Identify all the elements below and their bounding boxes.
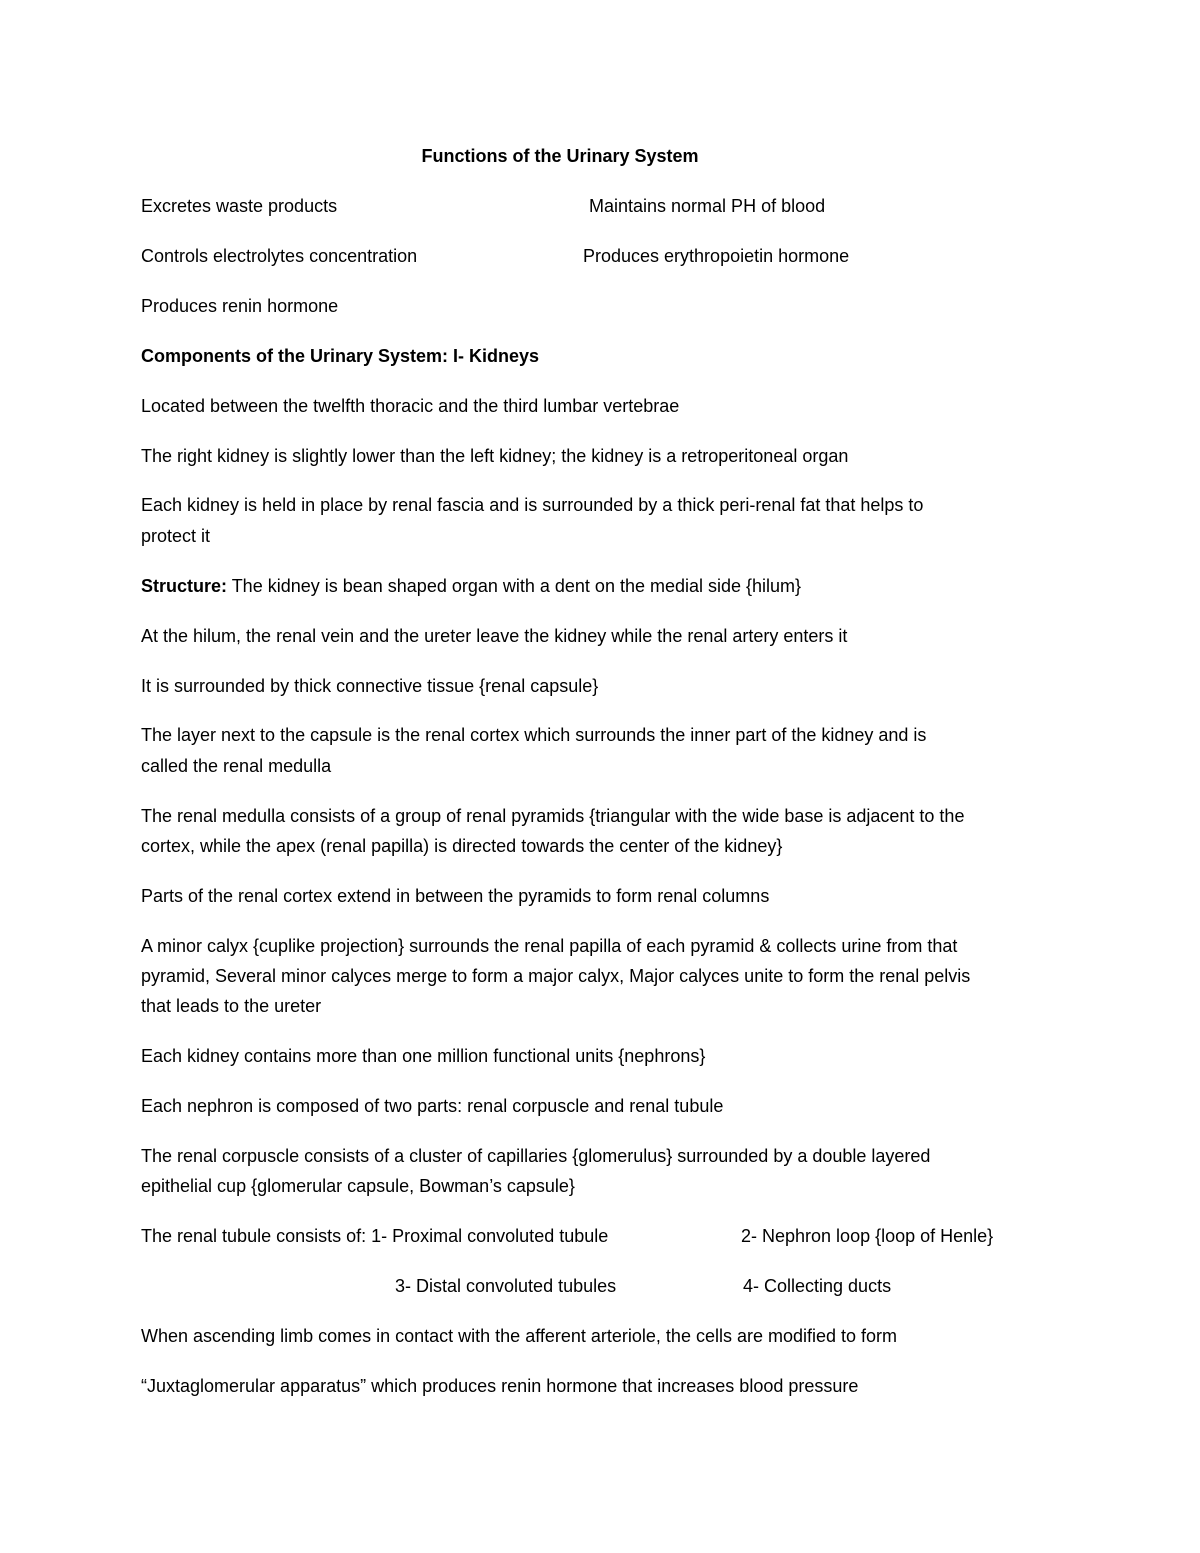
paragraph-line: Each kidney is held in place by renal fascia and is surrounded by a thick peri-renal fat that helps to	[141, 495, 924, 515]
structure-label: Structure:	[141, 576, 228, 596]
paragraph: Each kidney contains more than one million functional units {nephrons}	[141, 1046, 706, 1066]
paragraph-line: cortex, while the apex (renal papilla) is directed towards the center of the kidney}	[141, 836, 783, 856]
function-item: Maintains normal PH of blood	[589, 196, 826, 216]
paragraph: Each nephron is composed of two parts: renal corpuscle and renal tubule	[141, 1096, 724, 1116]
paragraph: “Juxtaglomerular apparatus” which produces renin hormone that increases blood pressure	[141, 1376, 859, 1396]
paragraph: At the hilum, the renal vein and the ureter leave the kidney while the renal artery enters it	[141, 626, 848, 646]
paragraph-line: that leads to the ureter	[141, 996, 322, 1016]
section-heading: Components of the Urinary System: I- Kidneys	[141, 346, 540, 366]
paragraph: The right kidney is slightly lower than the left kidney; the kidney is a retroperitoneal organ	[141, 446, 849, 466]
structure-paragraph	[141, 571, 801, 601]
paragraph-line: The layer next to the capsule is the renal cortex which surrounds the inner part of the kidney and is	[141, 725, 927, 745]
tubule-item: 3- Distal convoluted tubules	[395, 1276, 617, 1296]
paragraph-line: called the renal medulla	[141, 756, 332, 776]
paragraph-line: pyramid, Several minor calyces merge to form a major calyx, Major calyces unite to form the renal pelvis	[141, 966, 971, 986]
paragraph: Parts of the renal cortex extend in between the pyramids to form renal columns	[141, 886, 770, 906]
tubule-item: 4- Collecting ducts	[743, 1276, 892, 1296]
tubule-intro: The renal tubule consists of: 1- Proximal convoluted tubule	[141, 1226, 609, 1246]
paragraph: It is surrounded by thick connective tissue {renal capsule}	[141, 676, 599, 696]
page-title: Functions of the Urinary System	[421, 146, 699, 166]
paragraph-line: The renal medulla consists of a group of renal pyramids {triangular with the wide base is adjacent to the	[141, 806, 965, 826]
function-item: Excretes waste products	[141, 196, 338, 216]
structure-text: The kidney is bean shaped organ with a dent on the medial side {hilum}	[227, 576, 802, 596]
paragraph-line: A minor calyx {cuplike projection} surrounds the renal papilla of each pyramid & collects urine from that	[141, 936, 958, 956]
function-item: Controls electrolytes concentration	[141, 246, 418, 266]
tubule-item: 2- Nephron loop {loop of Henle}	[741, 1226, 994, 1246]
paragraph-line: epithelial cup {glomerular capsule, Bowman’s capsule}	[141, 1176, 575, 1196]
paragraph-line: protect it	[141, 526, 211, 546]
paragraph: Located between the twelfth thoracic and the third lumbar vertebrae	[141, 396, 680, 416]
function-item: Produces renin hormone	[141, 296, 339, 316]
paragraph: When ascending limb comes in contact with the afferent arteriole, the cells are modified to form	[141, 1326, 898, 1346]
paragraph-line: The renal corpuscle consists of a cluster of capillaries {glomerulus} surrounded by a double layered	[141, 1146, 931, 1166]
function-item: Produces erythropoietin hormone	[583, 246, 850, 266]
